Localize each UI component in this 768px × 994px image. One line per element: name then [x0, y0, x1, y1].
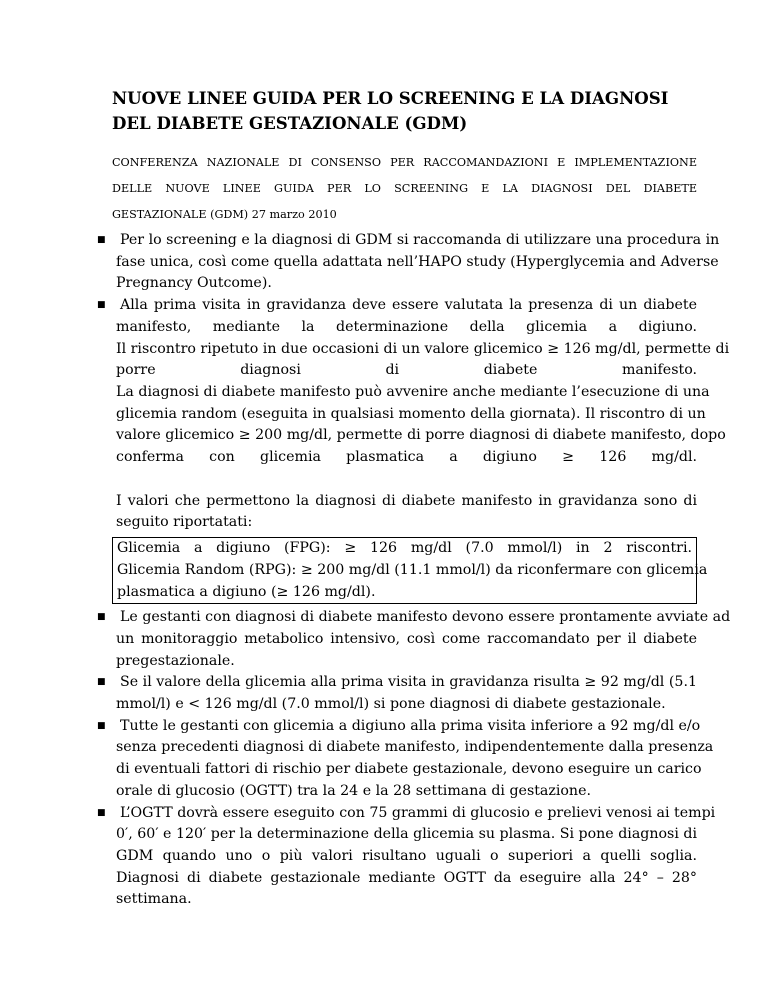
subtitle-line: CONFERENZA NAZIONALE DI CONSENSO PER RACCOMANDAZIONI E IMPLEMENTAZIONE [112, 156, 697, 169]
text-line: Le gestanti con diagnosi di diabete manifesto devono essere prontamente avviate ad [120, 609, 731, 626]
text-line: manifesto, mediante la determinazione della glicemia a digiuno. [116, 318, 697, 335]
text-line: seguito riportatati: [116, 514, 253, 531]
text-line: settimana. [116, 891, 192, 908]
text-line: valore glicemico ≥ 200 mg/dl, permette di porre diagnosi di diabete manifesto, dopo [116, 427, 726, 444]
square-bullet-icon: ■ [97, 612, 106, 623]
text-line: orale di glucosio (OGTT) tra la 24 e la 28 settimana di gestazione. [116, 782, 591, 799]
text-line: Diagnosi di diabete gestazionale mediante OGTT da eseguire alla 24° – 28° [116, 869, 697, 886]
text-line: glicemia random (eseguita in qualsiasi momento della giornata). Il riscontro di un [116, 405, 706, 422]
text-line: Per lo screening e la diagnosi di GDM si raccomanda di utilizzare una procedura in [120, 232, 720, 248]
title-line: NUOVE LINEE GUIDA PER LO SCREENING E LA DIAGNOSI [112, 88, 669, 108]
list-item [97, 230, 720, 295]
square-bullet-icon: ■ [97, 807, 106, 818]
text-line: GDM quando uno o più valori risultano uguali o superiori a quelli soglia. [116, 847, 697, 864]
text-line: Il riscontro ripetuto in due occasioni di un valore glicemico ≥ 126 mg/dl, permette di [116, 340, 730, 357]
text-line: pregestazionale. [116, 652, 235, 669]
text-line: Glicemia Random (RPG): ≥ 200 mg/dl (11.1 mmol/l) da riconfermare con glicemia [117, 561, 708, 578]
square-bullet-icon: ■ [97, 720, 106, 731]
guideline-list [97, 230, 731, 911]
text-line: Pregnancy Outcome). [116, 275, 272, 292]
subtitle-line: DELLE NUOVE LINEE GUIDA PER LO SCREENING E LA DIAGNOSI DEL DIABETE [112, 182, 697, 195]
text-line: mmol/l) e < 126 mg/dl (7.0 mmol/l) si pone diagnosi di diabete gestazionale. [116, 696, 666, 713]
square-bullet-icon: ■ [97, 300, 106, 311]
diagnostic-criteria-box [112, 537, 708, 604]
text-line: conferma con glicemia plasmatica a digiuno ≥ 126 mg/dl. [116, 449, 697, 466]
text-line: porre diagnosi di diabete manifesto. [116, 362, 697, 379]
document-title [112, 86, 697, 136]
text-line: fase unica, così come quella adattata nell’HAPO study (Hyperglycemia and Adverse [116, 253, 719, 270]
text-line: 0′, 60′ e 120′ per la determinazione della glicemia su plasma. Si pone diagnosi di [116, 826, 698, 843]
square-bullet-icon: ■ [97, 677, 106, 688]
subtitle-line: GESTAZIONALE (GDM) 27 marzo 2010 [112, 208, 337, 221]
text-line: Tutte le gestanti con glicemia a digiuno alla prima visita inferiore a 92 mg/dl e/o [120, 717, 701, 734]
text-line: plasmatica a digiuno (≥ 126 mg/dl). [117, 583, 376, 600]
text-line: Se il valore della glicemia alla prima visita in gravidanza risulta ≥ 92 mg/dl (5.1 [120, 674, 697, 691]
list-item [97, 716, 714, 803]
list-item [97, 295, 730, 604]
list-item [97, 803, 716, 912]
title-line: DEL DIABETE GESTAZIONALE (GDM) [112, 113, 468, 133]
square-bullet-icon: ■ [97, 235, 106, 245]
list-item [97, 672, 697, 715]
text-line: La diagnosi di diabete manifesto può avvenire anche mediante l’esecuzione di una [116, 383, 710, 400]
text-line: L’OGTT dovrà essere eseguito con 75 grammi di glucosio e prelievi venosi ai tempi [120, 804, 716, 821]
text-line: un monitoraggio metabolico intensivo, così come raccomandato per il diabete [116, 630, 697, 647]
list-item [97, 607, 731, 672]
text-line: I valori che permettono la diagnosi di diabete manifesto in gravidanza sono di [116, 492, 697, 509]
text-line: Glicemia a digiuno (FPG): ≥ 126 mg/dl (7.0 mmol/l) in 2 riscontri. [117, 540, 692, 557]
text-line: di eventuali fattori di rischio per diabete gestazionale, devono eseguire un carico [116, 761, 702, 778]
text-line: senza precedenti diagnosi di diabete manifesto, indipendentemente dalla presenza [116, 739, 714, 756]
paragraph-gap [116, 469, 697, 491]
conference-subtitle [112, 150, 697, 228]
text-line: Alla prima visita in gravidanza deve essere valutata la presenza di un diabete [120, 297, 697, 314]
